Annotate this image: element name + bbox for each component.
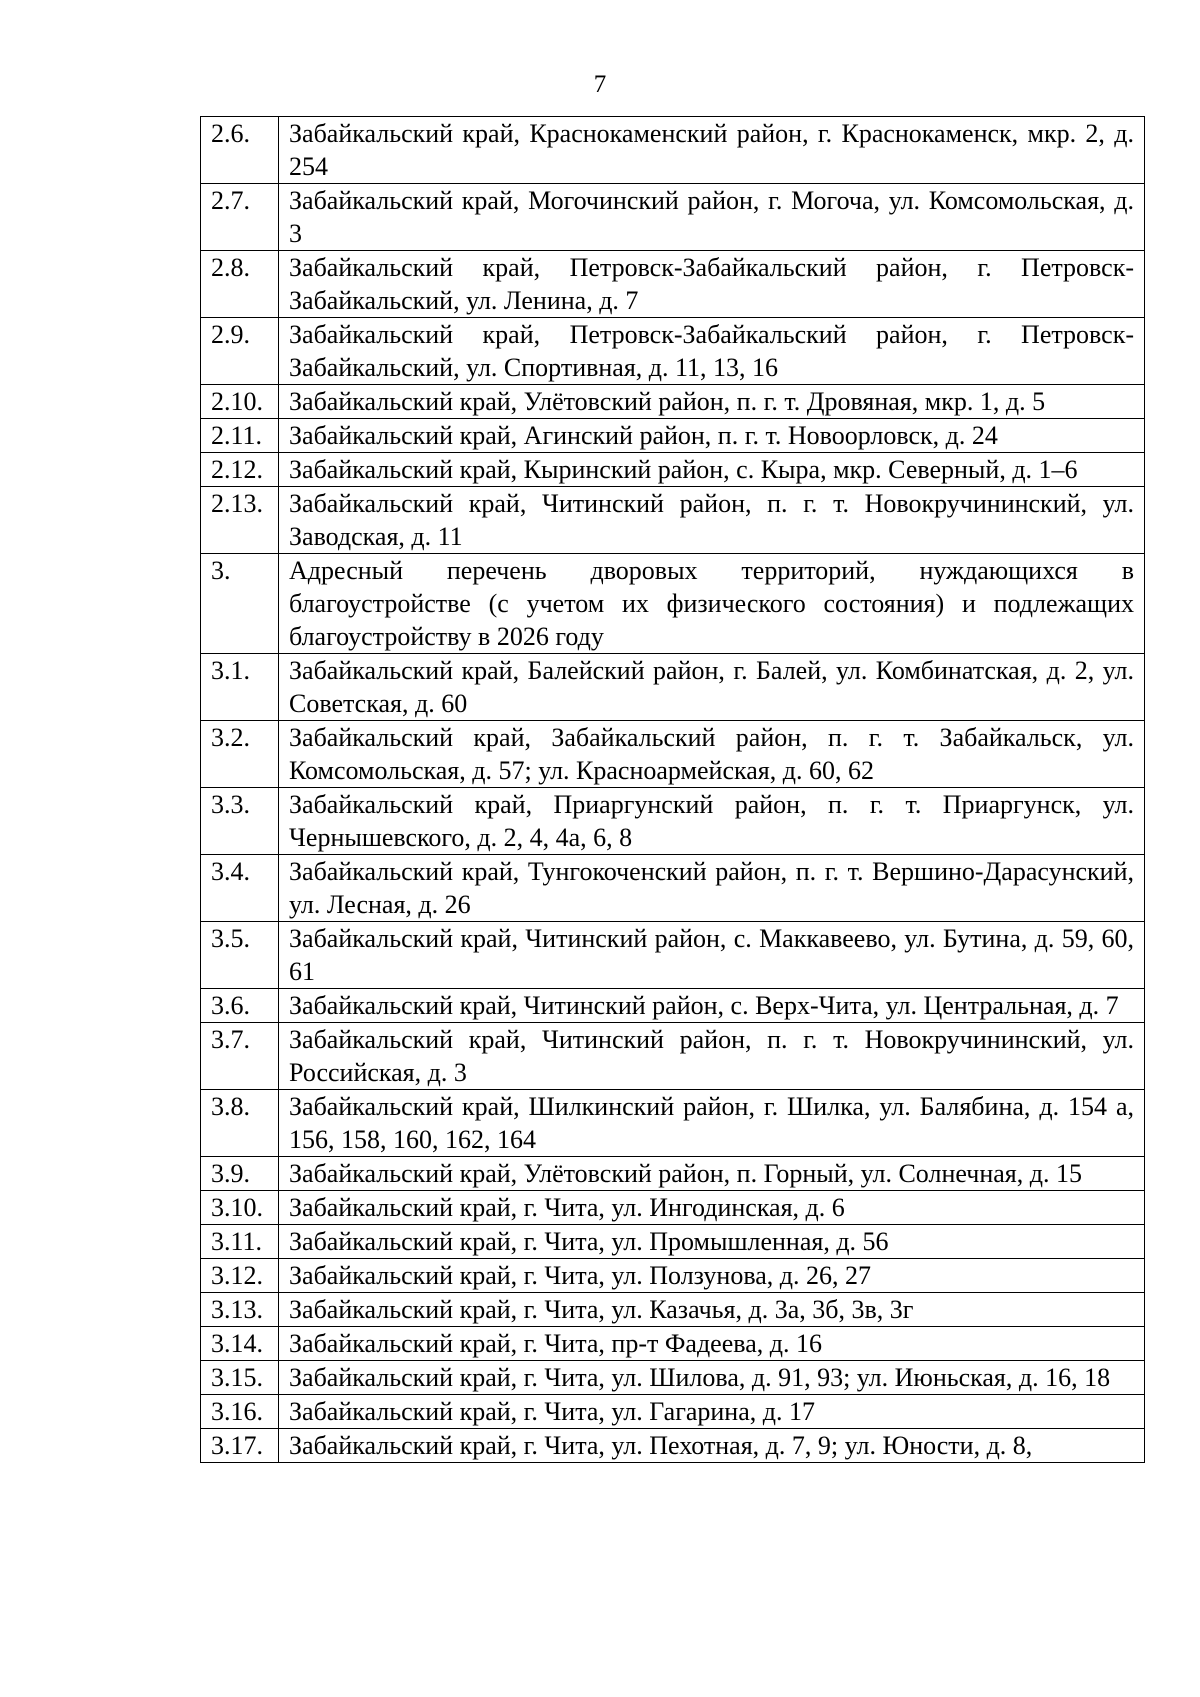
address-table xyxy=(200,116,1145,1463)
table-row xyxy=(201,721,1145,788)
address-text: Забайкальский край, Читинский район, п. г. т. Новокручининский, ул. Заводская, д. 11 xyxy=(279,487,1145,554)
address-text: Забайкальский край, Читинский район, п. г. т. Новокручининский, ул. Российская, д. 3 xyxy=(279,1023,1145,1090)
row-number: 3.16. xyxy=(201,1395,279,1429)
address-text: Забайкальский край, Улётовский район, п. Горный, ул. Солнечная, д. 15 xyxy=(279,1157,1145,1191)
address-text: Забайкальский край, Шилкинский район, г. Шилка, ул. Балябина, д. 154 а, 156, 158, 160, 162, 164 xyxy=(279,1090,1145,1157)
row-number: 3. xyxy=(201,554,279,654)
address-text: Забайкальский край, Краснокаменский район, г. Краснокаменск, мкр. 2, д. 254 xyxy=(279,117,1145,184)
table-row xyxy=(201,487,1145,554)
row-number: 3.7. xyxy=(201,1023,279,1090)
table-row xyxy=(201,1327,1145,1361)
row-number: 3.2. xyxy=(201,721,279,788)
address-text: Забайкальский край, Читинский район, с. Маккавеево, ул. Бутина, д. 59, 60, 61 xyxy=(279,922,1145,989)
table-row xyxy=(201,251,1145,318)
row-number: 2.10. xyxy=(201,385,279,419)
table-row xyxy=(201,554,1145,654)
table-row xyxy=(201,788,1145,855)
row-number: 2.12. xyxy=(201,453,279,487)
row-number: 3.8. xyxy=(201,1090,279,1157)
row-number: 3.1. xyxy=(201,654,279,721)
table-row xyxy=(201,989,1145,1023)
table-row xyxy=(201,1191,1145,1225)
table-row xyxy=(201,1157,1145,1191)
address-text: Забайкальский край, г. Чита, ул. Пехотная, д. 7, 9; ул. Юности, д. 8, xyxy=(279,1429,1145,1463)
address-text: Забайкальский край, Улётовский район, п. г. т. Дровяная, мкр. 1, д. 5 xyxy=(279,385,1145,419)
table-row xyxy=(201,1395,1145,1429)
table-row xyxy=(201,1259,1145,1293)
address-text: Забайкальский край, Балейский район, г. Балей, ул. Комбинатская, д. 2, ул. Советская, д. 60 xyxy=(279,654,1145,721)
row-number: 3.15. xyxy=(201,1361,279,1395)
table-row xyxy=(201,1361,1145,1395)
address-text: Забайкальский край, Агинский район, п. г. т. Новоорловск, д. 24 xyxy=(279,419,1145,453)
address-text: Забайкальский край, Петровск-Забайкальский район, г. Петровск-Забайкальский, ул. Ленина, д. 7 xyxy=(279,251,1145,318)
address-text: Забайкальский край, г. Чита, ул. Ползунова, д. 26, 27 xyxy=(279,1259,1145,1293)
row-number: 3.3. xyxy=(201,788,279,855)
address-text: Забайкальский край, Могочинский район, г. Могоча, ул. Комсомольская, д. 3 xyxy=(279,184,1145,251)
table-row xyxy=(201,922,1145,989)
table-row xyxy=(201,855,1145,922)
table-row xyxy=(201,419,1145,453)
address-text: Забайкальский край, Приаргунский район, п. г. т. Приаргунск, ул. Чернышевского, д. 2, 4, 4а, 6, 8 xyxy=(279,788,1145,855)
table-row xyxy=(201,453,1145,487)
row-number: 2.7. xyxy=(201,184,279,251)
row-number: 3.12. xyxy=(201,1259,279,1293)
row-number: 3.9. xyxy=(201,1157,279,1191)
address-text: Забайкальский край, Забайкальский район, п. г. т. Забайкальск, ул. Комсомольская, д. 57; ул. Красноармейская, д. 60, 62 xyxy=(279,721,1145,788)
table-row xyxy=(201,1023,1145,1090)
table-row xyxy=(201,1429,1145,1463)
address-text: Забайкальский край, Петровск-Забайкальский район, г. Петровск-Забайкальский, ул. Спортивная, д. 11, 13, 16 xyxy=(279,318,1145,385)
row-number: 3.13. xyxy=(201,1293,279,1327)
row-number: 2.6. xyxy=(201,117,279,184)
row-number: 2.13. xyxy=(201,487,279,554)
table-row xyxy=(201,1225,1145,1259)
table-row xyxy=(201,654,1145,721)
row-number: 3.10. xyxy=(201,1191,279,1225)
table-row xyxy=(201,1293,1145,1327)
row-number: 3.14. xyxy=(201,1327,279,1361)
table-row xyxy=(201,117,1145,184)
address-text: Забайкальский край, г. Чита, ул. Казачья, д. 3а, 3б, 3в, 3г xyxy=(279,1293,1145,1327)
row-number: 2.8. xyxy=(201,251,279,318)
row-number: 3.11. xyxy=(201,1225,279,1259)
address-text: Забайкальский край, г. Чита, ул. Ингодинская, д. 6 xyxy=(279,1191,1145,1225)
table-row xyxy=(201,385,1145,419)
table-row xyxy=(201,318,1145,385)
row-number: 2.9. xyxy=(201,318,279,385)
page-number: 7 xyxy=(593,71,607,98)
address-table-body xyxy=(201,117,1145,1463)
row-number: 3.4. xyxy=(201,855,279,922)
address-text: Забайкальский край, г. Чита, ул. Шилова, д. 91, 93; ул. Июньская, д. 16, 18 xyxy=(279,1361,1145,1395)
address-text: Забайкальский край, Кыринский район, с. Кыра, мкр. Северный, д. 1–6 xyxy=(279,453,1145,487)
row-number: 3.6. xyxy=(201,989,279,1023)
address-text: Забайкальский край, Читинский район, с. Верх-Чита, ул. Центральная, д. 7 xyxy=(279,989,1145,1023)
table-row xyxy=(201,184,1145,251)
address-text: Забайкальский край, г. Чита, ул. Промышленная, д. 56 xyxy=(279,1225,1145,1259)
row-number: 2.11. xyxy=(201,419,279,453)
address-text: Забайкальский край, г. Чита, ул. Гагарина, д. 17 xyxy=(279,1395,1145,1429)
row-number: 3.5. xyxy=(201,922,279,989)
table-row xyxy=(201,1090,1145,1157)
address-text: Адресный перечень дворовых территорий, нуждающихся в благоустройстве (с учетом их физического состояния) и подлежащих благоустройству в 2026 году xyxy=(279,554,1145,654)
row-number: 3.17. xyxy=(201,1429,279,1463)
address-text: Забайкальский край, Тунгокоченский район, п. г. т. Вершино-Дарасунский, ул. Лесная, д. 26 xyxy=(279,855,1145,922)
address-text: Забайкальский край, г. Чита, пр-т Фадеева, д. 16 xyxy=(279,1327,1145,1361)
